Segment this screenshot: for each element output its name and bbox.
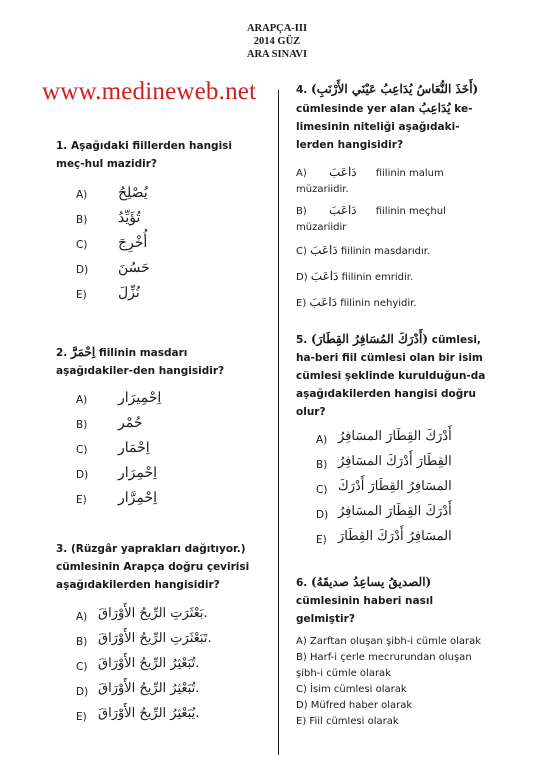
option-b[interactable]: B) القِطَارَ أَدْرَكَ المسَافِرُ — [316, 454, 452, 471]
question-number: 6. — [296, 577, 308, 589]
site-watermark: www.medineweb.net — [42, 78, 257, 105]
option-d[interactable]: D) اِحْمِرَار — [76, 465, 158, 481]
question-text: cümlesi, ha-beri fiil cümlesi olan bir isim cümlesi şeklinde kurulduğun-da aşağıdakilerden hangisi doğru olur? — [296, 334, 486, 418]
question-number: 3. — [56, 543, 68, 555]
exam-type: ARA SINAVI — [246, 49, 308, 60]
option-e[interactable]: E) نُزِّلَ — [76, 285, 140, 301]
option-c[interactable]: C) İsim cümlesi olarak — [296, 684, 407, 695]
option-a[interactable]: A) يُصْلِحُ — [76, 185, 148, 201]
option-d[interactable]: D) تُبَعْثِرُ الرِّيحُ الأَوْرَاقَ. — [76, 681, 200, 698]
option-b[interactable]: B) تَبَعْثَرَتِ الرِّيحُ الأَوْرَاقَ. — [76, 631, 212, 648]
question-5 — [296, 330, 496, 554]
question-3 — [56, 540, 266, 731]
question-number: 5. — [296, 334, 308, 346]
question-arabic: (الصديقُ يساعِدُ صديقَهُ) — [310, 575, 432, 589]
option-e[interactable]: E) المسَافِرُ أَدْرَكَ القِطَارَ — [316, 529, 452, 546]
question-arabic: اِحْمَرَّ — [70, 345, 96, 359]
question-number: 2. — [56, 347, 68, 359]
option-b[interactable]: B) دَاعَبَ fiilinin meçhul müzariidir — [296, 203, 446, 233]
option-c[interactable]: C) المسَافِرُ القِطَارَ أَدْرَكَ — [316, 479, 452, 496]
question-text: Aşağıdaki fiillerden hangisi meç-hul mazidir? — [56, 140, 233, 170]
option-a[interactable]: A) اِحْمِيرَار — [76, 390, 162, 406]
exam-header — [0, 22, 554, 61]
question-text-1: cümlesinde yer alan — [296, 103, 416, 115]
option-a[interactable]: A) أَدْرَكَ القِطَارَ المسَافِرُ — [316, 429, 452, 446]
option-c[interactable]: C) دَاعَبَ fiilinin masdarıdır. — [296, 243, 431, 257]
question-number: 4. — [296, 84, 308, 96]
question-arabic: (أَدْرَكَ المُسَافِرُ القِطَارَ) — [310, 332, 429, 346]
question-text-2: ke-limesinin niteliği aşağıdaki-lerden hangisidir? — [296, 103, 473, 151]
option-e[interactable]: E) دَاعَبَ fiilinin nehyidir. — [296, 295, 417, 309]
option-d[interactable]: D) Müfred haber olarak — [296, 700, 413, 711]
option-a[interactable]: A) بَعْثَرَتِ الرِّيحُ الأَوْرَاقَ. — [76, 606, 208, 623]
question-4 — [296, 80, 496, 312]
option-d[interactable]: D) حَسُنَ — [76, 260, 150, 276]
option-c[interactable]: C) تُبَعْثِرُ الرِّيحُ الأَوْرَاقَ. — [76, 656, 200, 673]
question-arabic: (أَخَذَ النُّعَاسُ يُدَاعِبُ عَيْنَي الأَرْنَبِ) — [310, 82, 479, 96]
column-divider — [278, 90, 279, 755]
question-6 — [296, 573, 496, 730]
question-number: 1. — [56, 140, 68, 152]
question-arabic-2: يُدَاعِبُ — [418, 101, 451, 115]
option-b[interactable]: B) Harf-i çerle mecrurundan oluşan şibh-i cümle olarak — [296, 652, 472, 679]
option-a[interactable]: A) Zarftan oluşan şibh-i cümle olarak — [296, 636, 482, 647]
option-d[interactable]: D) أَدْرَكَ القِطَارَ المسَافِرُ — [316, 504, 452, 521]
question-text: cümlesinin haberi nasıl gelmiştir? — [296, 595, 434, 625]
option-e[interactable]: E) اِحْمِرَّار — [76, 490, 158, 506]
term: 2014 GÜZ — [253, 36, 301, 47]
option-e[interactable]: E) يُبَعْثِرُ الرِّيحُ الأَوْرَاقَ. — [76, 706, 200, 723]
option-c[interactable]: C) اِحْمَار — [76, 440, 150, 456]
question-2 — [56, 343, 266, 515]
question-text: fiilinin masdarı aşağıdakiler-den hangisidir? — [56, 347, 225, 377]
option-c[interactable]: C) أُخْرِجَ — [76, 235, 148, 251]
option-b[interactable]: B) حُمْر — [76, 415, 143, 431]
question-1 — [56, 137, 266, 310]
option-d[interactable]: D) دَاعَبَ fiilinin emridir. — [296, 269, 414, 283]
option-a[interactable]: A) دَاعَبَ fiilinin malum müzariidir. — [296, 165, 444, 195]
option-e[interactable]: E) Fiil cümlesi olarak — [296, 716, 399, 727]
option-b[interactable]: B) تُؤَيِّدُ — [76, 210, 141, 226]
question-text: (Rüzgâr yaprakları dağıtıyor.) cümlesinin Arapça doğru çevirisi aşağıdakilerden hangisidir? — [56, 543, 250, 591]
course-title: ARAPÇA-III — [246, 23, 308, 34]
